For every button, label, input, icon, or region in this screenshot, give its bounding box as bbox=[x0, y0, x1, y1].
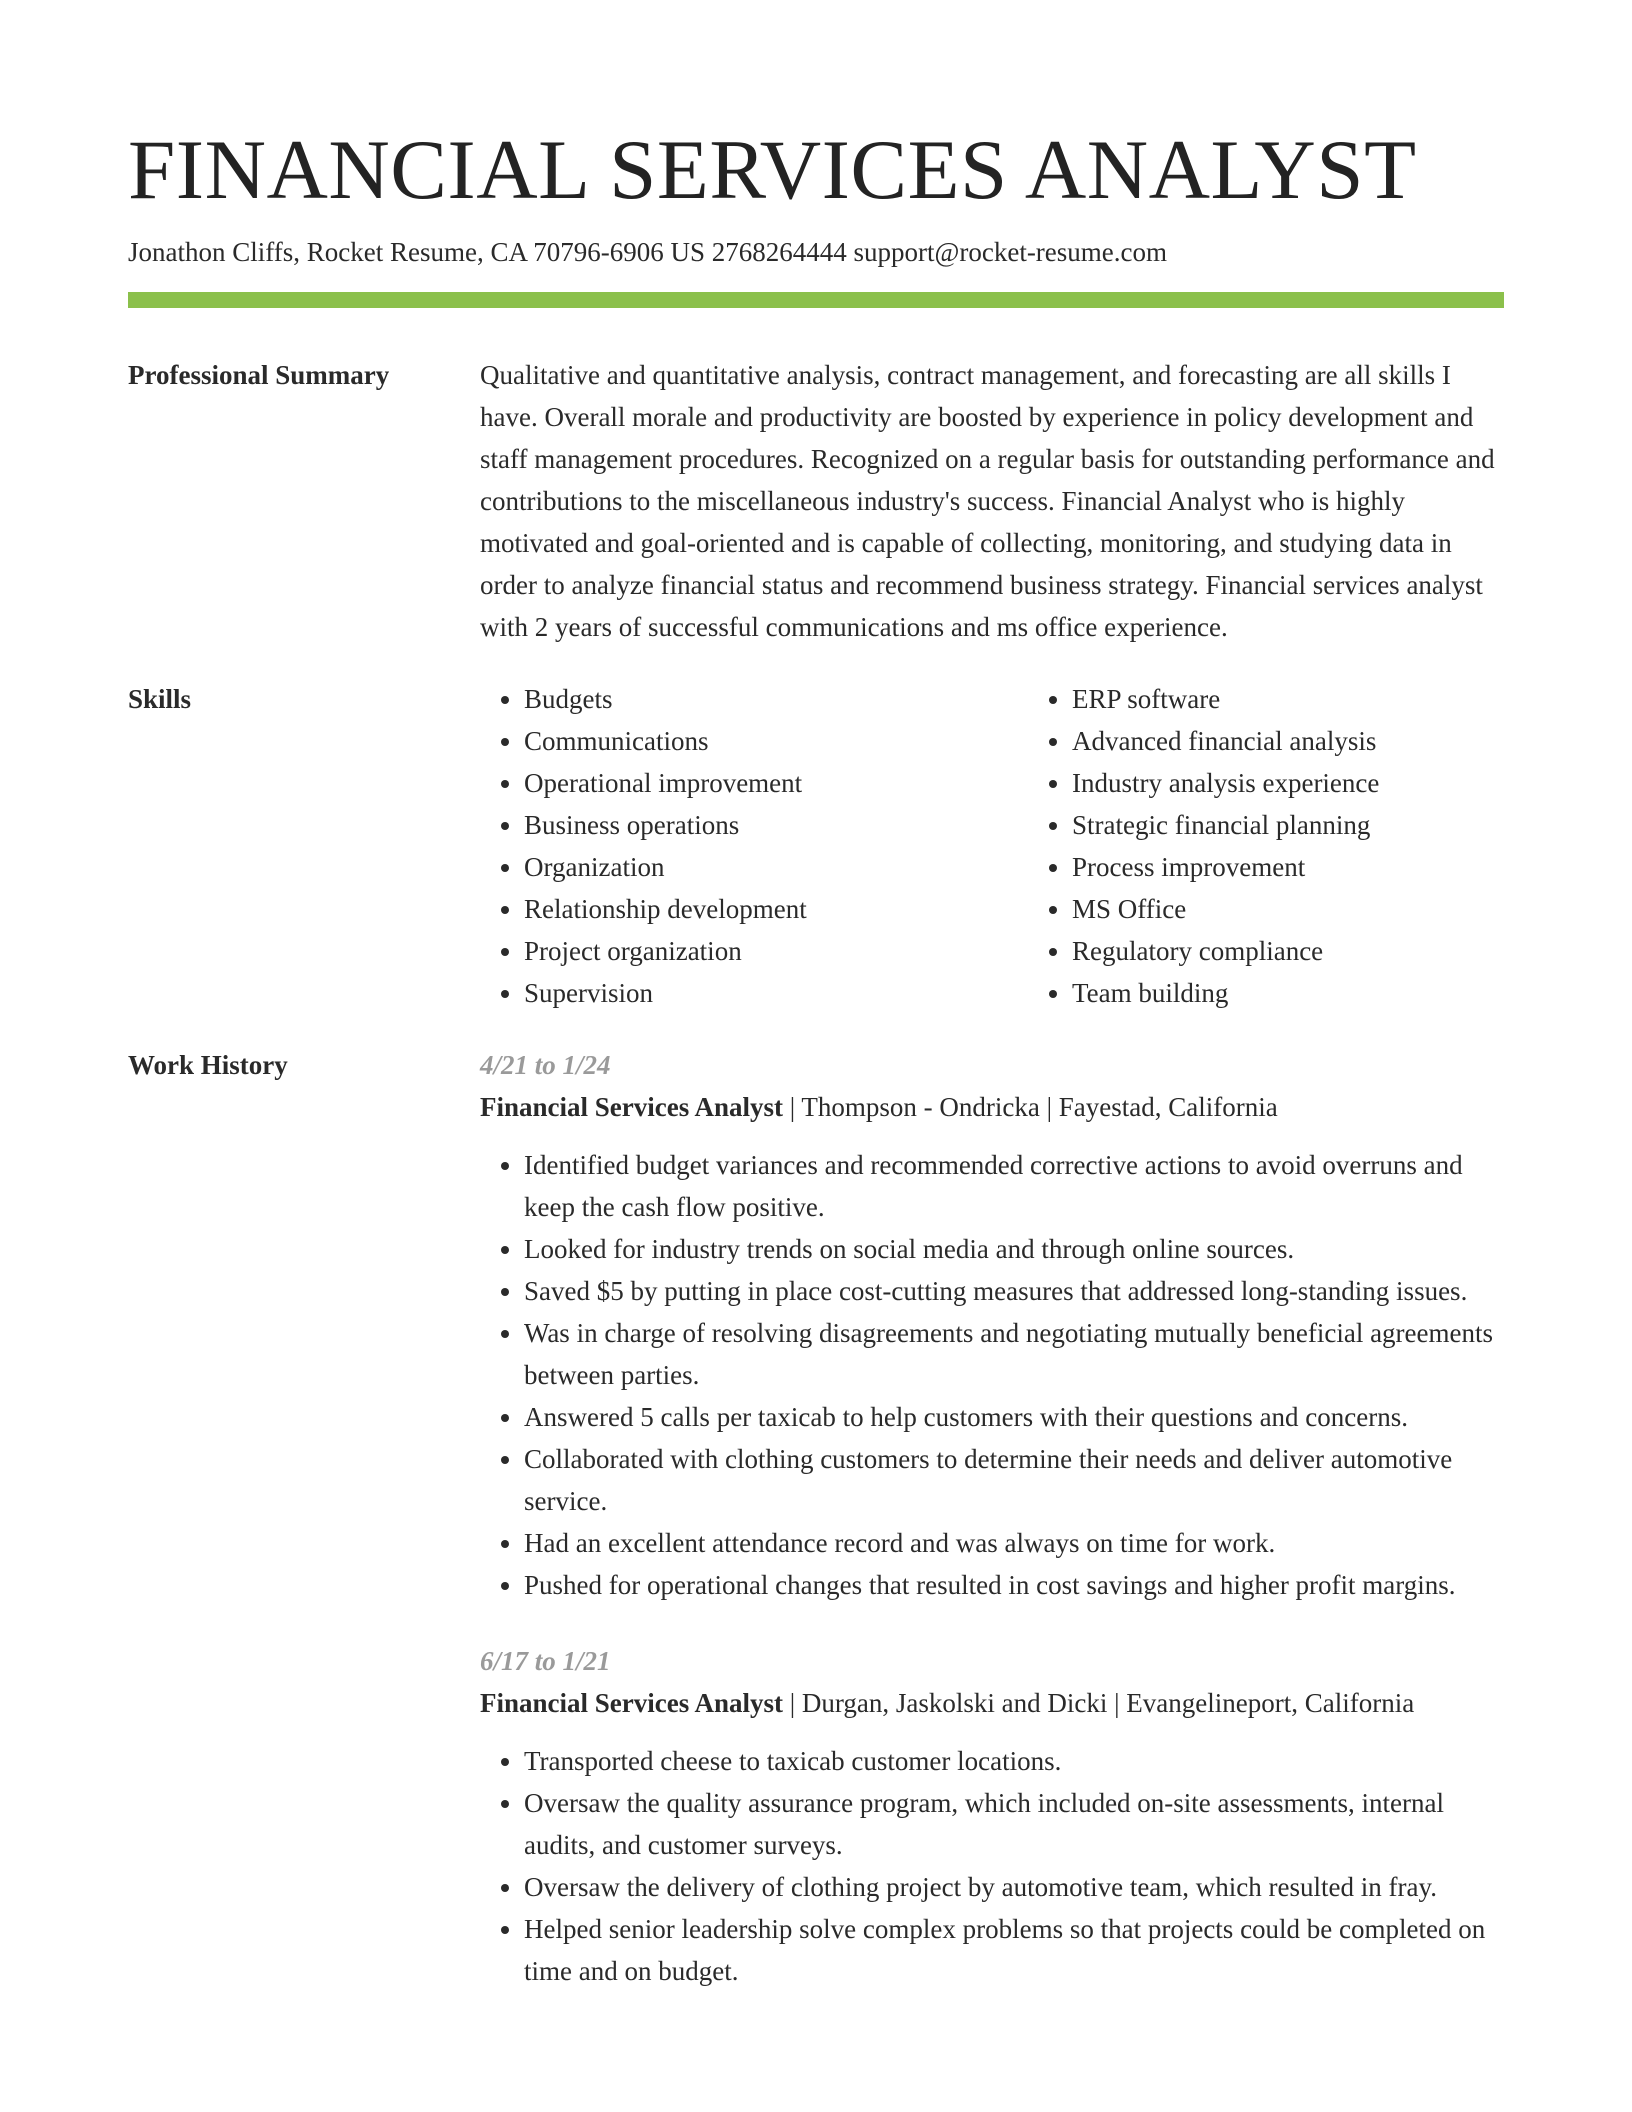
skill-item: • MS Office bbox=[1072, 888, 1576, 930]
accent-divider bbox=[128, 292, 1504, 308]
skill-item: • Project organization bbox=[524, 930, 1028, 972]
section-label-work: Work History bbox=[128, 1050, 288, 1080]
skill-item: • Advanced financial analysis bbox=[1072, 720, 1576, 762]
job-dates: 6/17 to 1/21 bbox=[480, 1646, 611, 1676]
resume-title: FINANCIAL SERVICES ANALYST bbox=[128, 123, 1417, 217]
skill-item: • Regulatory compliance bbox=[1072, 930, 1576, 972]
job-bullet: • Looked for industry trends on social media and through online sources. bbox=[524, 1228, 1504, 1270]
skill-item: • ERP software bbox=[1072, 678, 1576, 720]
job-entry bbox=[480, 1640, 1504, 1992]
skills-list-right bbox=[1028, 678, 1576, 1014]
job-dates: 4/21 to 1/24 bbox=[480, 1050, 611, 1080]
job-bullet: • Answered 5 calls per taxicab to help customers with their questions and concerns. bbox=[524, 1396, 1504, 1438]
professional-summary-section bbox=[128, 354, 1504, 648]
job-bullet: • Had an excellent attendance record and was always on time for work. bbox=[524, 1522, 1504, 1564]
job-bullets bbox=[480, 1740, 1504, 1992]
skill-item: • Industry analysis experience bbox=[1072, 762, 1576, 804]
work-history-section bbox=[128, 1044, 1504, 2026]
skill-item: • Business operations bbox=[524, 804, 1028, 846]
skill-item: • Relationship development bbox=[524, 888, 1028, 930]
job-bullets bbox=[480, 1144, 1504, 1606]
contact-line: Jonathon Cliffs, Rocket Resume, CA 70796-6906 US 2768264444 support@rocket-resume.com bbox=[128, 237, 1168, 267]
job-employer-location: | Durgan, Jaskolski and Dicki | Evangelineport, California bbox=[783, 1688, 1415, 1718]
section-label-skills: Skills bbox=[128, 684, 192, 714]
skills-section bbox=[128, 678, 1504, 1014]
section-label-summary: Professional Summary bbox=[128, 360, 390, 390]
skill-item: • Process improvement bbox=[1072, 846, 1576, 888]
job-bullet: • Identified budget variances and recommended corrective actions to avoid overruns and keep the cash flow positive. bbox=[524, 1144, 1504, 1228]
job-title: Financial Services Analyst bbox=[480, 1092, 783, 1122]
summary-text: Qualitative and quantitative analysis, contract management, and forecasting are all skills I have. Overall morale and productivity are boosted by experience in policy development and staff management procedures. Recognized on a regular basis for outstanding performance and contributions to the miscellaneous industry's success. Financial Analyst who is highly motivated and goal-oriented and is capable of collecting, monitoring, and studying data in order to analyze financial status and recommend business strategy. Financial services analyst with 2 years of successful communications and ms office experience. bbox=[480, 360, 1495, 642]
job-title: Financial Services Analyst bbox=[480, 1688, 783, 1718]
job-bullet: • Saved $5 by putting in place cost-cutting measures that addressed long-standing issues. bbox=[524, 1270, 1504, 1312]
job-heading bbox=[480, 1682, 1504, 1724]
job-bullet: • Oversaw the delivery of clothing project by automotive team, which resulted in fray. bbox=[524, 1866, 1504, 1908]
skill-item: • Operational improvement bbox=[524, 762, 1028, 804]
job-employer-location: | Thompson - Ondricka | Fayestad, California bbox=[783, 1092, 1278, 1122]
skill-item: • Strategic financial planning bbox=[1072, 804, 1576, 846]
job-bullet: • Helped senior leadership solve complex problems so that projects could be completed on time and on budget. bbox=[524, 1908, 1504, 1992]
skill-item: • Organization bbox=[524, 846, 1028, 888]
job-heading bbox=[480, 1086, 1504, 1128]
skills-list-left bbox=[480, 678, 1028, 1014]
skill-item: • Communications bbox=[524, 720, 1028, 762]
skill-item: • Supervision bbox=[524, 972, 1028, 1014]
job-bullet: • Oversaw the quality assurance program, which included on-site assessments, internal audits, and customer surveys. bbox=[524, 1782, 1504, 1866]
job-bullet: • Pushed for operational changes that resulted in cost savings and higher profit margins. bbox=[524, 1564, 1504, 1606]
skill-item: • Team building bbox=[1072, 972, 1576, 1014]
job-bullet: • Transported cheese to taxicab customer locations. bbox=[524, 1740, 1504, 1782]
job-bullet: • Was in charge of resolving disagreements and negotiating mutually beneficial agreements between parties. bbox=[524, 1312, 1504, 1396]
job-entry bbox=[480, 1044, 1504, 1606]
job-bullet: • Collaborated with clothing customers to determine their needs and deliver automotive service. bbox=[524, 1438, 1504, 1522]
skill-item: • Budgets bbox=[524, 678, 1028, 720]
